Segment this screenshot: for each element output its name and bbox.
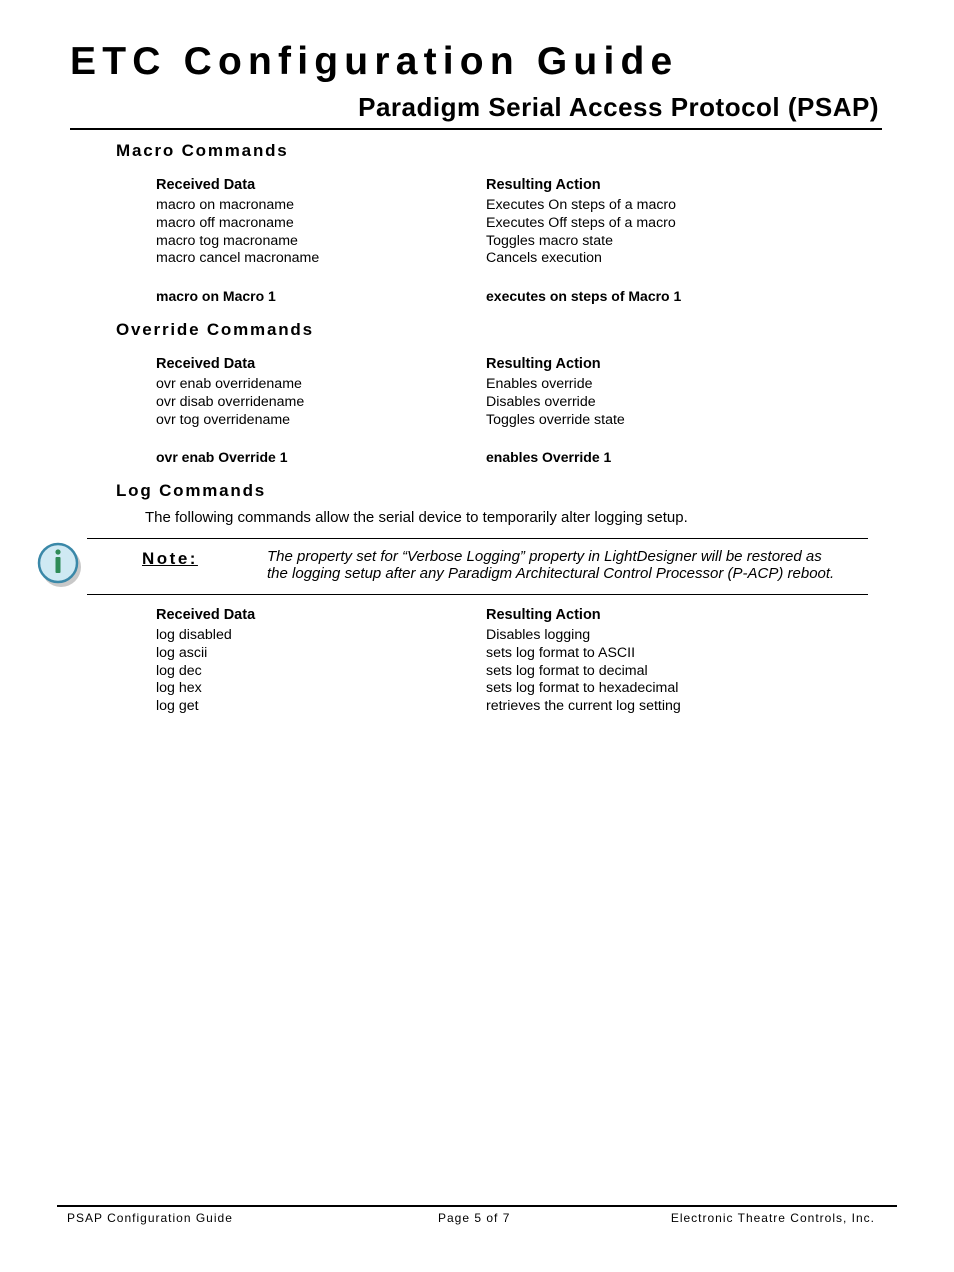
table-cell: sets log format to decimal (486, 662, 648, 679)
macro-example-received: macro on Macro 1 (156, 288, 276, 304)
info-icon (35, 540, 83, 588)
macro-received-list (156, 197, 319, 268)
override-example-action: enables Override 1 (486, 449, 612, 465)
table-cell: Disables logging (486, 627, 591, 643)
footer-left: PSAP Configuration Guide (67, 1211, 233, 1225)
override-example-received: ovr enab Override 1 (156, 449, 288, 465)
section-heading-log: Log Commands (116, 481, 267, 500)
document-subtitle: Paradigm Serial Access Protocol (PSAP) (358, 92, 879, 122)
macro-example-action: executes on steps of Macro 1 (486, 288, 682, 304)
table-cell: log ascii (156, 644, 208, 661)
section-heading-macro: Macro Commands (116, 141, 289, 160)
note-line: the logging setup after any Paradigm Architectural Control Processor (P-ACP) reboot. (267, 564, 835, 582)
table-cell: sets log format to hexadecimal (486, 680, 679, 697)
table-cell: ovr enab overridename (156, 376, 302, 392)
override-action-list (486, 376, 625, 429)
table-cell: macro on macroname (156, 197, 294, 213)
note-top-rule (87, 538, 868, 539)
note-bottom-rule (87, 594, 868, 595)
section-heading-override: Override Commands (116, 320, 314, 339)
table-cell: macro tog macroname (156, 232, 298, 249)
column-header-action: Resulting Action (486, 607, 601, 623)
table-cell: retrieves the current log setting (486, 698, 681, 715)
note-label: Note: (142, 549, 198, 568)
header-rule (70, 128, 882, 130)
table-cell: Toggles override state (486, 411, 625, 428)
table-cell: sets log format to ASCII (486, 644, 636, 661)
table-cell: Executes On steps of a macro (486, 197, 677, 213)
column-header-received: Received Data (156, 607, 256, 623)
footer-right: Electronic Theatre Controls, Inc. (670, 1211, 875, 1225)
override-received-list (156, 376, 304, 429)
log-received-list (156, 627, 232, 716)
note-text (267, 549, 834, 582)
table-cell: Executes Off steps of a macro (486, 214, 676, 231)
log-intro-text: The following commands allow the serial device to temporarily alter logging setup. (145, 509, 688, 526)
column-header-received: Received Data (156, 177, 256, 193)
table-cell: log disabled (156, 627, 232, 643)
table-cell: log dec (156, 662, 202, 679)
table-cell: Disables override (486, 393, 596, 410)
footer-rule (57, 1205, 897, 1207)
table-cell: ovr tog overridename (156, 411, 291, 428)
log-action-list (486, 627, 681, 716)
table-cell: log get (156, 698, 199, 715)
column-header-action: Resulting Action (486, 356, 601, 372)
table-cell: Toggles macro state (486, 232, 613, 249)
table-cell: log hex (156, 680, 202, 697)
document-title: ETC Configuration Guide (70, 40, 679, 83)
footer-page-number: Page 5 of 7 (438, 1211, 511, 1225)
note-line: The property set for “Verbose Logging” property in LightDesigner will be restored as (267, 548, 822, 565)
table-cell: Cancels execution (486, 250, 602, 267)
table-cell: macro cancel macroname (156, 250, 320, 267)
table-cell: macro off macroname (156, 214, 294, 231)
column-header-received: Received Data (156, 356, 256, 372)
table-cell: Enables override (486, 376, 593, 392)
macro-action-list (486, 197, 676, 268)
table-cell: ovr disab overridename (156, 393, 305, 410)
column-header-action: Resulting Action (486, 177, 601, 193)
